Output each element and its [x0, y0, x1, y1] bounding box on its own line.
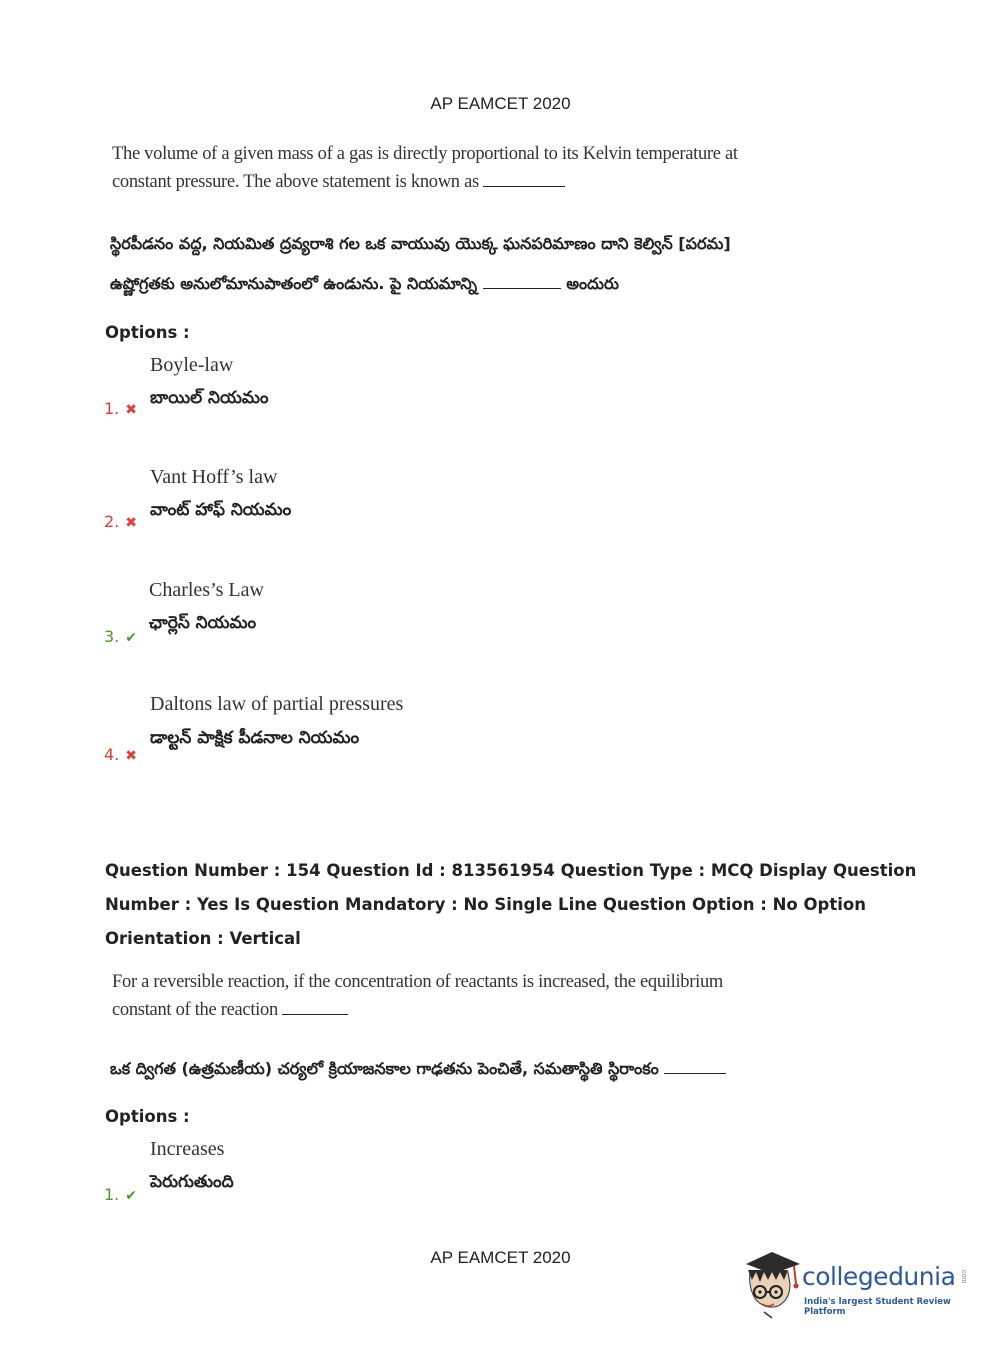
q1-option-1-telugu: బాయిల్ నియమం [150, 388, 269, 408]
mascot-icon [742, 1250, 804, 1320]
question-2-meta-line3: Orientation : Vertical [105, 929, 301, 948]
question-1-telugu [110, 224, 731, 304]
logo-suffix: .com [960, 1268, 967, 1284]
logo-name: collegedunia [802, 1262, 956, 1291]
q1-option-4-telugu: డాల్టన్ పాక్షిక పీడనాల నియమం [150, 728, 360, 748]
question-2-meta-line2: Number : Yes Is Question Mandatory : No Single Line Question Option : No Option [105, 895, 866, 914]
q1-option-4-number: 4. ✖ [104, 745, 137, 764]
q1-option-3-telugu: ఛార్లెస్ నియమం [149, 613, 257, 633]
question-2-telugu [110, 1049, 726, 1089]
question-1-text [112, 140, 738, 196]
page-header: AP EAMCET 2020 [430, 94, 571, 113]
q1-option-3-number: 3. ✔ [104, 627, 137, 646]
q2-option-1-english: Increases [150, 1138, 225, 1160]
check-icon: ✔ [125, 1188, 137, 1204]
question-1-telugu-line1: స్థిరపీడనం వద్ద, నియమిత ద్రవ్యరాశి గల ఒక వాయువు యొక్క ఘనపరిమాణం దాని కెల్విన్ [పరమ] [110, 234, 731, 253]
q2-option-1-number: 1. ✔ [104, 1185, 137, 1204]
question-1-telugu-line2: ఉష్ణోగ్రతకు అనులోమానుపాతంలో ఉండును. పై నియమాన్ని అందురు [110, 274, 619, 293]
question-2-english-line2: constant of the reaction [112, 996, 723, 1024]
question-1-english-line2: constant pressure. The above statement is known as [112, 168, 738, 196]
page-footer: AP EAMCET 2020 [430, 1248, 571, 1267]
options-label-1: Options : [105, 323, 190, 342]
check-icon: ✔ [125, 630, 137, 646]
q2-option-1-telugu: పెరుగుతుంది [150, 1172, 234, 1192]
question-2-telugu-line1: ఒక ద్విగత (ఉత్రమణీయ) చర్యలో క్రియాజనకాల గాఢతను పెంచితే, సమతాస్థితి స్థిరాంకం [110, 1049, 726, 1089]
cross-icon: ✖ [125, 402, 137, 418]
q1-option-1-english: Boyle-law [150, 354, 234, 376]
question-1-english-line1: The volume of a given mass of a gas is directly proportional to its Kelvin temperature at [112, 144, 738, 164]
question-2-meta-line1: Question Number : 154 Question Id : 813561954 Question Type : MCQ Display Question [105, 861, 917, 880]
collegedunia-logo [742, 1250, 972, 1320]
q1-option-2-english: Vant Hoff’s law [150, 466, 278, 488]
q1-option-4-english: Daltons law of partial pressures [150, 693, 404, 715]
question-2-english-line1: For a reversible reaction, if the concentration of reactants is increased, the equilibrium [112, 972, 723, 992]
question-2-text [112, 968, 723, 1024]
question-2-meta [105, 854, 916, 956]
q1-option-2-telugu: వాంట్ హాఫ్ నియమం [150, 500, 292, 520]
cross-icon: ✖ [125, 748, 137, 764]
q1-option-2-number: 2. ✖ [104, 512, 137, 531]
q1-option-1-number: 1. ✖ [104, 399, 137, 418]
cross-icon: ✖ [125, 515, 137, 531]
q1-option-3-english: Charles’s Law [149, 579, 264, 601]
options-label-2: Options : [105, 1107, 190, 1126]
logo-tagline: India's largest Student Review Platform [804, 1297, 951, 1317]
